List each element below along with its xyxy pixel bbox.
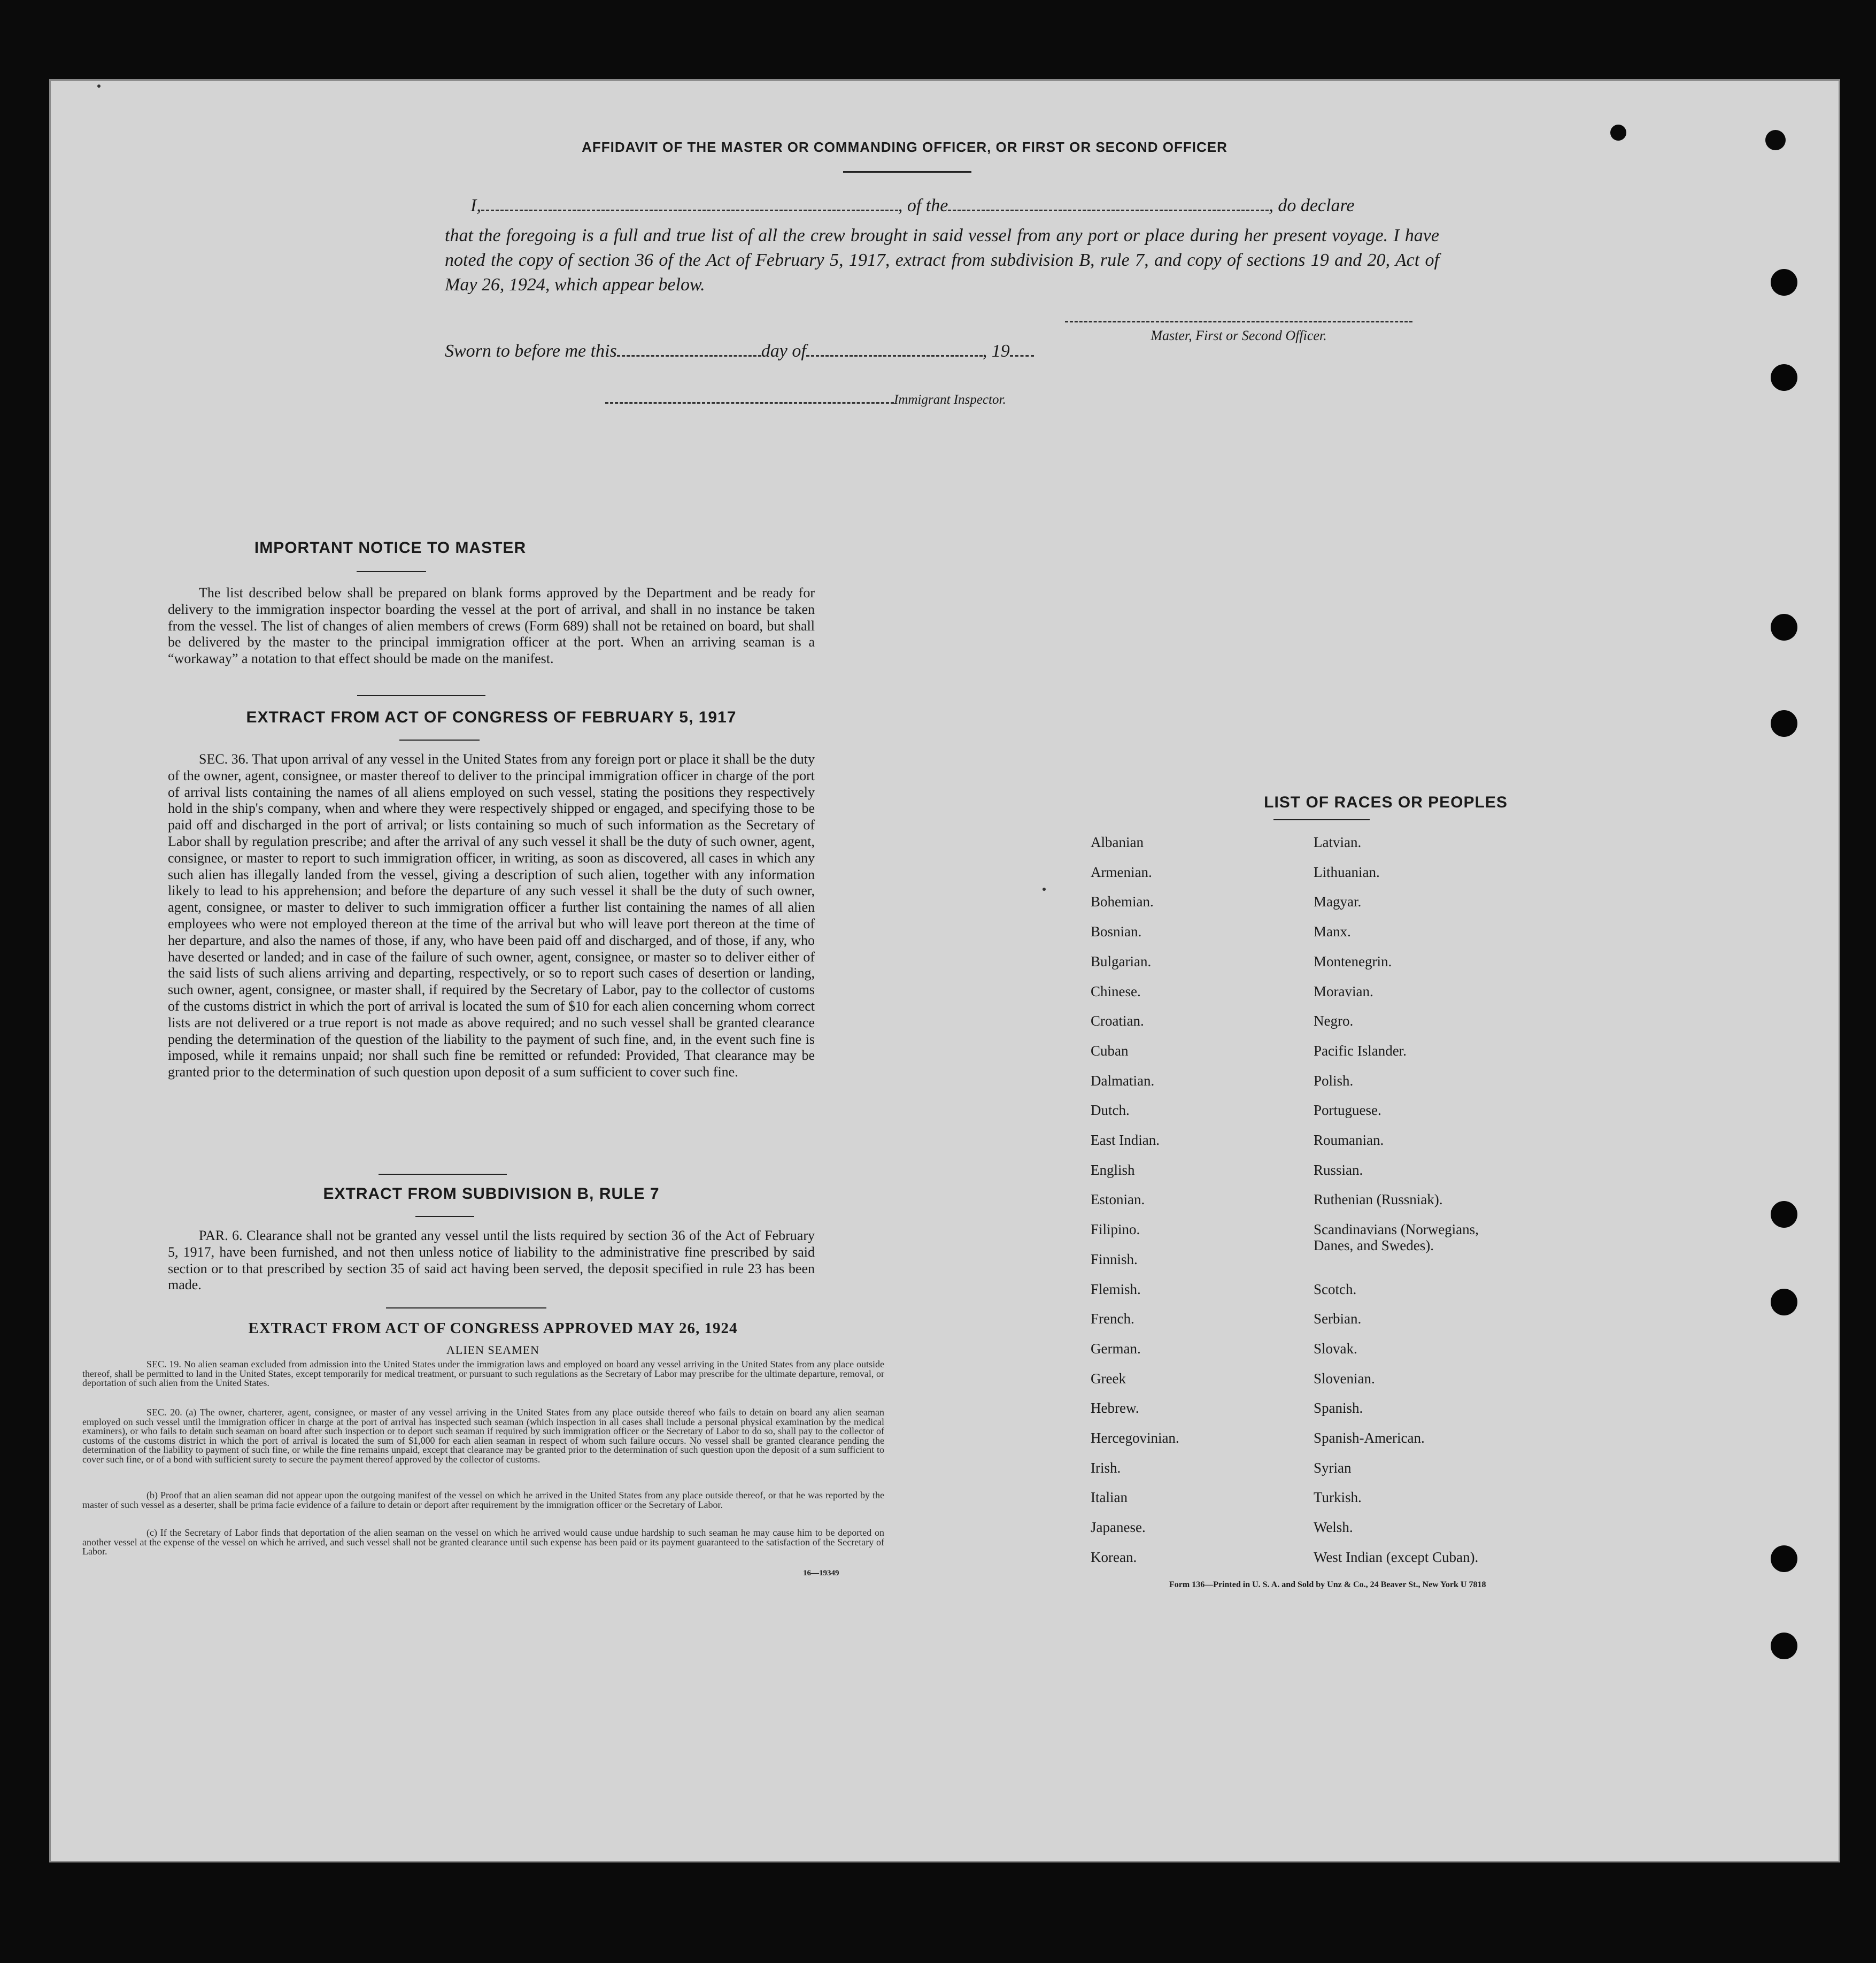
affidavit-title: AFFIDAVIT OF THE MASTER OR COMMANDING OFFICER, OR FIRST OR SECOND OFFICER [582,139,1227,155]
sec20c-text: (c) If the Secretary of Labor finds that deportation of the alien seaman on the vessel on which he arrived would cause undue hardship to such seaman he may cause him to be deported on another vessel at the expense of the vessel on which he arrived, and such vessel shall not be granted clearance until such expense has been paid or its payment guaranteed to the satisfaction of the Secretary of Labor. [82,1527,884,1557]
race-item: Latvian. [1314,834,1362,850]
race-item: Hercegovinian. [1091,1430,1179,1446]
race-item: Bulgarian. [1091,953,1152,969]
race-item: Armenian. [1091,864,1152,880]
punch-hole [1771,1545,1797,1572]
race-item: Irish. [1091,1460,1121,1476]
form-number: 16—19349 [803,1569,839,1577]
punch-hole [1771,1633,1797,1659]
notice-text: The list described below shall be prepared on blank forms approved by the Department and be ready for delivery to the immigration inspector boarding the vessel at the port of arrival, and shall in no instance be taken from the vessel. The list of changes of alien members of crews (Form 689) shall not be retained on board, but shall be delivered by the master to the principal immigration officer at the port. When an arriving seaman is a “workaway” a notation to that effect should be made on the manifest. [168,585,815,667]
race-item: Polish. [1314,1073,1354,1089]
notice-title-rule [357,571,426,572]
sworn-day-field[interactable] [617,345,761,357]
race-item: Spanish-American. [1314,1430,1425,1446]
race-item: Dutch. [1091,1102,1130,1118]
sworn-year-field[interactable] [1010,345,1034,357]
speck [97,84,101,88]
speck [1043,888,1046,891]
race-item: Bosnian. [1091,923,1142,940]
race-item: Dalmatian. [1091,1073,1155,1089]
race-item: Albanian [1091,834,1144,850]
race-item: Roumanian. [1314,1132,1384,1148]
race-item: Ruthenian (Russniak). [1314,1191,1443,1207]
race-item: Negro. [1314,1013,1354,1029]
race-item: Scotch. [1314,1281,1357,1297]
vessel-name-field[interactable] [948,200,1269,211]
race-item: Cuban [1091,1043,1129,1059]
form-page [49,79,1840,1862]
race-item: Scandinavians (Norwegians, Danes, and Swedes). [1314,1221,1479,1253]
race-item: Italian [1091,1489,1128,1505]
race-item: Slovak. [1314,1341,1357,1357]
race-item: Welsh. [1314,1519,1353,1535]
race-item: Flemish. [1091,1281,1141,1297]
extract-1924-subtitle: ALIEN SEAMEN [446,1343,539,1357]
race-item: Portuguese. [1314,1102,1381,1118]
extract-1924-title: EXTRACT FROM ACT OF CONGRESS APPROVED MAY 26, 1924 [248,1320,738,1337]
section-divider [357,695,485,696]
declaration-first-line [445,196,1439,216]
sec20a-text: SEC. 20. (a) The owner, charterer, agent, consignee, or master of any vessel arriving in the United States from any place outside thereof who fails to detain on board any alien seaman employed on such vessel until the immigration officer in charge at the port of arrival has inspected such seaman (which inspection in all cases shall include a personal physical examination by the medical examiners), or who fails to detain such seaman on board after such inspection or to deport such seaman if required by such immigration officer or the Secretary of Labor to do so, shall pay to the collector of customs of the customs district in which the port of arrival is located the sum of $1,000 for each alien seaman in respect of whom such failure occurs. No vessel shall be granted clearance pending the determination of the liability to payment of such fine, or while the fine remains unpaid, except that clearance may be granted prior to the determination of such question upon the deposit of a sum sufficient to cover such fine, or of a bond with sufficient surety to secure the payment thereof approved by the collector of customs. [82,1407,884,1465]
race-item: Filipino. [1091,1221,1140,1237]
race-item: Hebrew. [1091,1400,1139,1416]
race-item: Spanish. [1314,1400,1363,1416]
sec20b-text: (b) Proof that an alien seaman did not appear upon the outgoing manifest of the vessel on which he arrived in the United States from any place outside thereof, or that he was reported by the master of such vessel as a deserter, shall be prima facie evidence of a failure to detain or deport after requirement by the immigration officer or the Secretary of Labor. [82,1490,884,1510]
inspector-line [605,392,1097,407]
race-item: Magyar. [1314,894,1362,910]
race-item: Korean. [1091,1549,1137,1565]
rule7-title: EXTRACT FROM SUBDIVISION B, RULE 7 [323,1185,660,1203]
rule7-rule [415,1216,474,1217]
race-item: Pacific Islander. [1314,1043,1407,1059]
ink-blot [1765,130,1786,150]
extract-1917-rule [399,740,480,741]
race-item: Japanese. [1091,1519,1146,1535]
races-title: LIST OF RACES OR PEOPLES [1264,794,1508,811]
title-underline [843,171,971,173]
inspector-signature-field[interactable] [605,392,894,404]
do-declare-text: , do declare [1269,196,1355,215]
race-item: English [1091,1162,1135,1178]
extract-1917-title: EXTRACT FROM ACT OF CONGRESS OF FEBRUARY 5, 1917 [246,709,737,726]
race-item: Bohemian. [1091,894,1154,910]
sec19-text: SEC. 19. No alien seaman excluded from admission into the United States under the immigration laws and employed on board any vessel arriving in the United States from any place outside thereof, shall be permitted to land in the United States, except temporarily for medical treatment, or pursuant to such regulations as the Secretary of Labor may prescribe for the ultimate departure, removal, or deportation of such alien from the United States. [82,1359,884,1388]
race-item: Montenegrin. [1314,953,1392,969]
master-signature-field[interactable] [1065,321,1412,322]
race-item: Croatian. [1091,1013,1144,1029]
ink-blot [1610,125,1626,141]
race-item: Slovenian. [1314,1371,1375,1387]
race-item: Finnish. [1091,1251,1138,1267]
declarant-name-field[interactable] [481,200,898,211]
race-item: Estonian. [1091,1191,1145,1207]
race-item: French. [1091,1311,1134,1327]
section-divider [379,1174,507,1175]
race-item: Serbian. [1314,1311,1362,1327]
extract-1917-text: SEC. 36. That upon arrival of any vessel in the United States from any foreign port or place it shall be the duty of the owner, agent, consignee, or master thereof to deliver to the principal immigration officer in charge of the port of arrival lists containing the names of all aliens employed on such vessel, stating the positions they respectively hold in the ship's company, when and where they were respectively shipped or engaged, and specifying those to be paid off and discharged in the port of arrival; or lists containing so much of such information as the Secretary of Labor shall by regulation prescribe; and after the arrival of any such vessel it shall be the duty of such owner, agent, consignee, or master to report to such immigration officer, in writing, as soon as discovered, all cases in which any such alien has illegally landed from the vessel, giving a description of such alien, together with any information likely to lead to his apprehension; and before the departure of any such vessel it shall be the duty of such owner, agent, consignee, or master to deliver to such immigration officer a further list containing the names of all alien employees who were not employed thereon at the time of the arrival but who will leave port thereon at the time of her departure, and also the names of those, if any, who have been paid off and discharged, and of those, if any, who have deserted or landed; and in case of the failure of such owner, agent, consignee, or master so to deliver either of the said lists of such aliens arriving and departing, respectively, or so to report such cases of desertion or landing, such owner, agent, consignee, or master shall, if required by the Secretary of Labor, pay to the collector of customs of the customs district in which the port of arrival is located the sum of $10 for each alien concerning whom correct lists are not delivered or a true report is not made as above required; and no such vessel shall be granted clearance pending the determination of the question of the liability to the payment of such fine, and, in the event such fine is imposed, while it remains unpaid; nor shall such fine be remitted or refunded: Provided, That clearance may be granted prior to the determination of such question upon deposit of a sum sufficient to cover such fine. [168,751,815,1080]
declarant-prefix: I, [470,196,481,215]
notice-title: IMPORTANT NOTICE TO MASTER [254,539,527,557]
section-divider [386,1307,546,1308]
declaration-body: that the foregoing is a full and true list of all the crew brought in said vessel from any port or place during her present voyage. I have noted the copy of section 36 of the Act of February 5, 1917, extract from subdivision B, rule 7, and copy of sections 19 and 20, Act of May 26, 1924, which appear below. [445,226,1439,295]
punch-hole [1771,710,1797,737]
sworn-line [445,341,1140,361]
race-item: Manx. [1314,923,1351,940]
rule7-text: PAR. 6. Clearance shall not be granted any vessel until the lists required by section 36 of the Act of February 5, 1917, have been furnished, and not then unless notice of liability to the administrative fine prescribed by said section or to that prescribed by section 35 of said act having been served, the deposit specified in rule 23 has been made. [168,1228,815,1293]
punch-hole [1771,614,1797,641]
punch-hole [1771,1201,1797,1228]
race-item: Moravian. [1314,983,1373,999]
year-text: , 19 [982,341,1010,361]
races-title-rule [1273,819,1370,820]
race-item: Turkish. [1314,1489,1362,1505]
punch-hole [1771,269,1797,296]
race-item: East Indian. [1091,1132,1160,1148]
inspector-label: Immigrant Inspector. [894,392,1006,407]
race-item: Russian. [1314,1162,1363,1178]
race-item: German. [1091,1341,1141,1357]
sworn-text: Sworn to before me this [445,341,617,361]
day-of-text: day of [761,341,806,361]
punch-hole [1771,364,1797,391]
punch-hole [1771,1289,1797,1315]
sworn-month-field[interactable] [806,345,983,357]
of-the-text: , of the [898,196,948,215]
master-signature-label: Master, First or Second Officer. [1151,328,1327,343]
footer-imprint: Form 136—Printed in U. S. A. and Sold by Unz & Co., 24 Beaver St., New York U 7818 [1169,1580,1486,1589]
race-item: Syrian [1314,1460,1352,1476]
race-item: Chinese. [1091,983,1141,999]
race-item: Greek [1091,1371,1126,1387]
race-item: West Indian (except Cuban). [1314,1549,1479,1565]
race-item: Lithuanian. [1314,864,1380,880]
